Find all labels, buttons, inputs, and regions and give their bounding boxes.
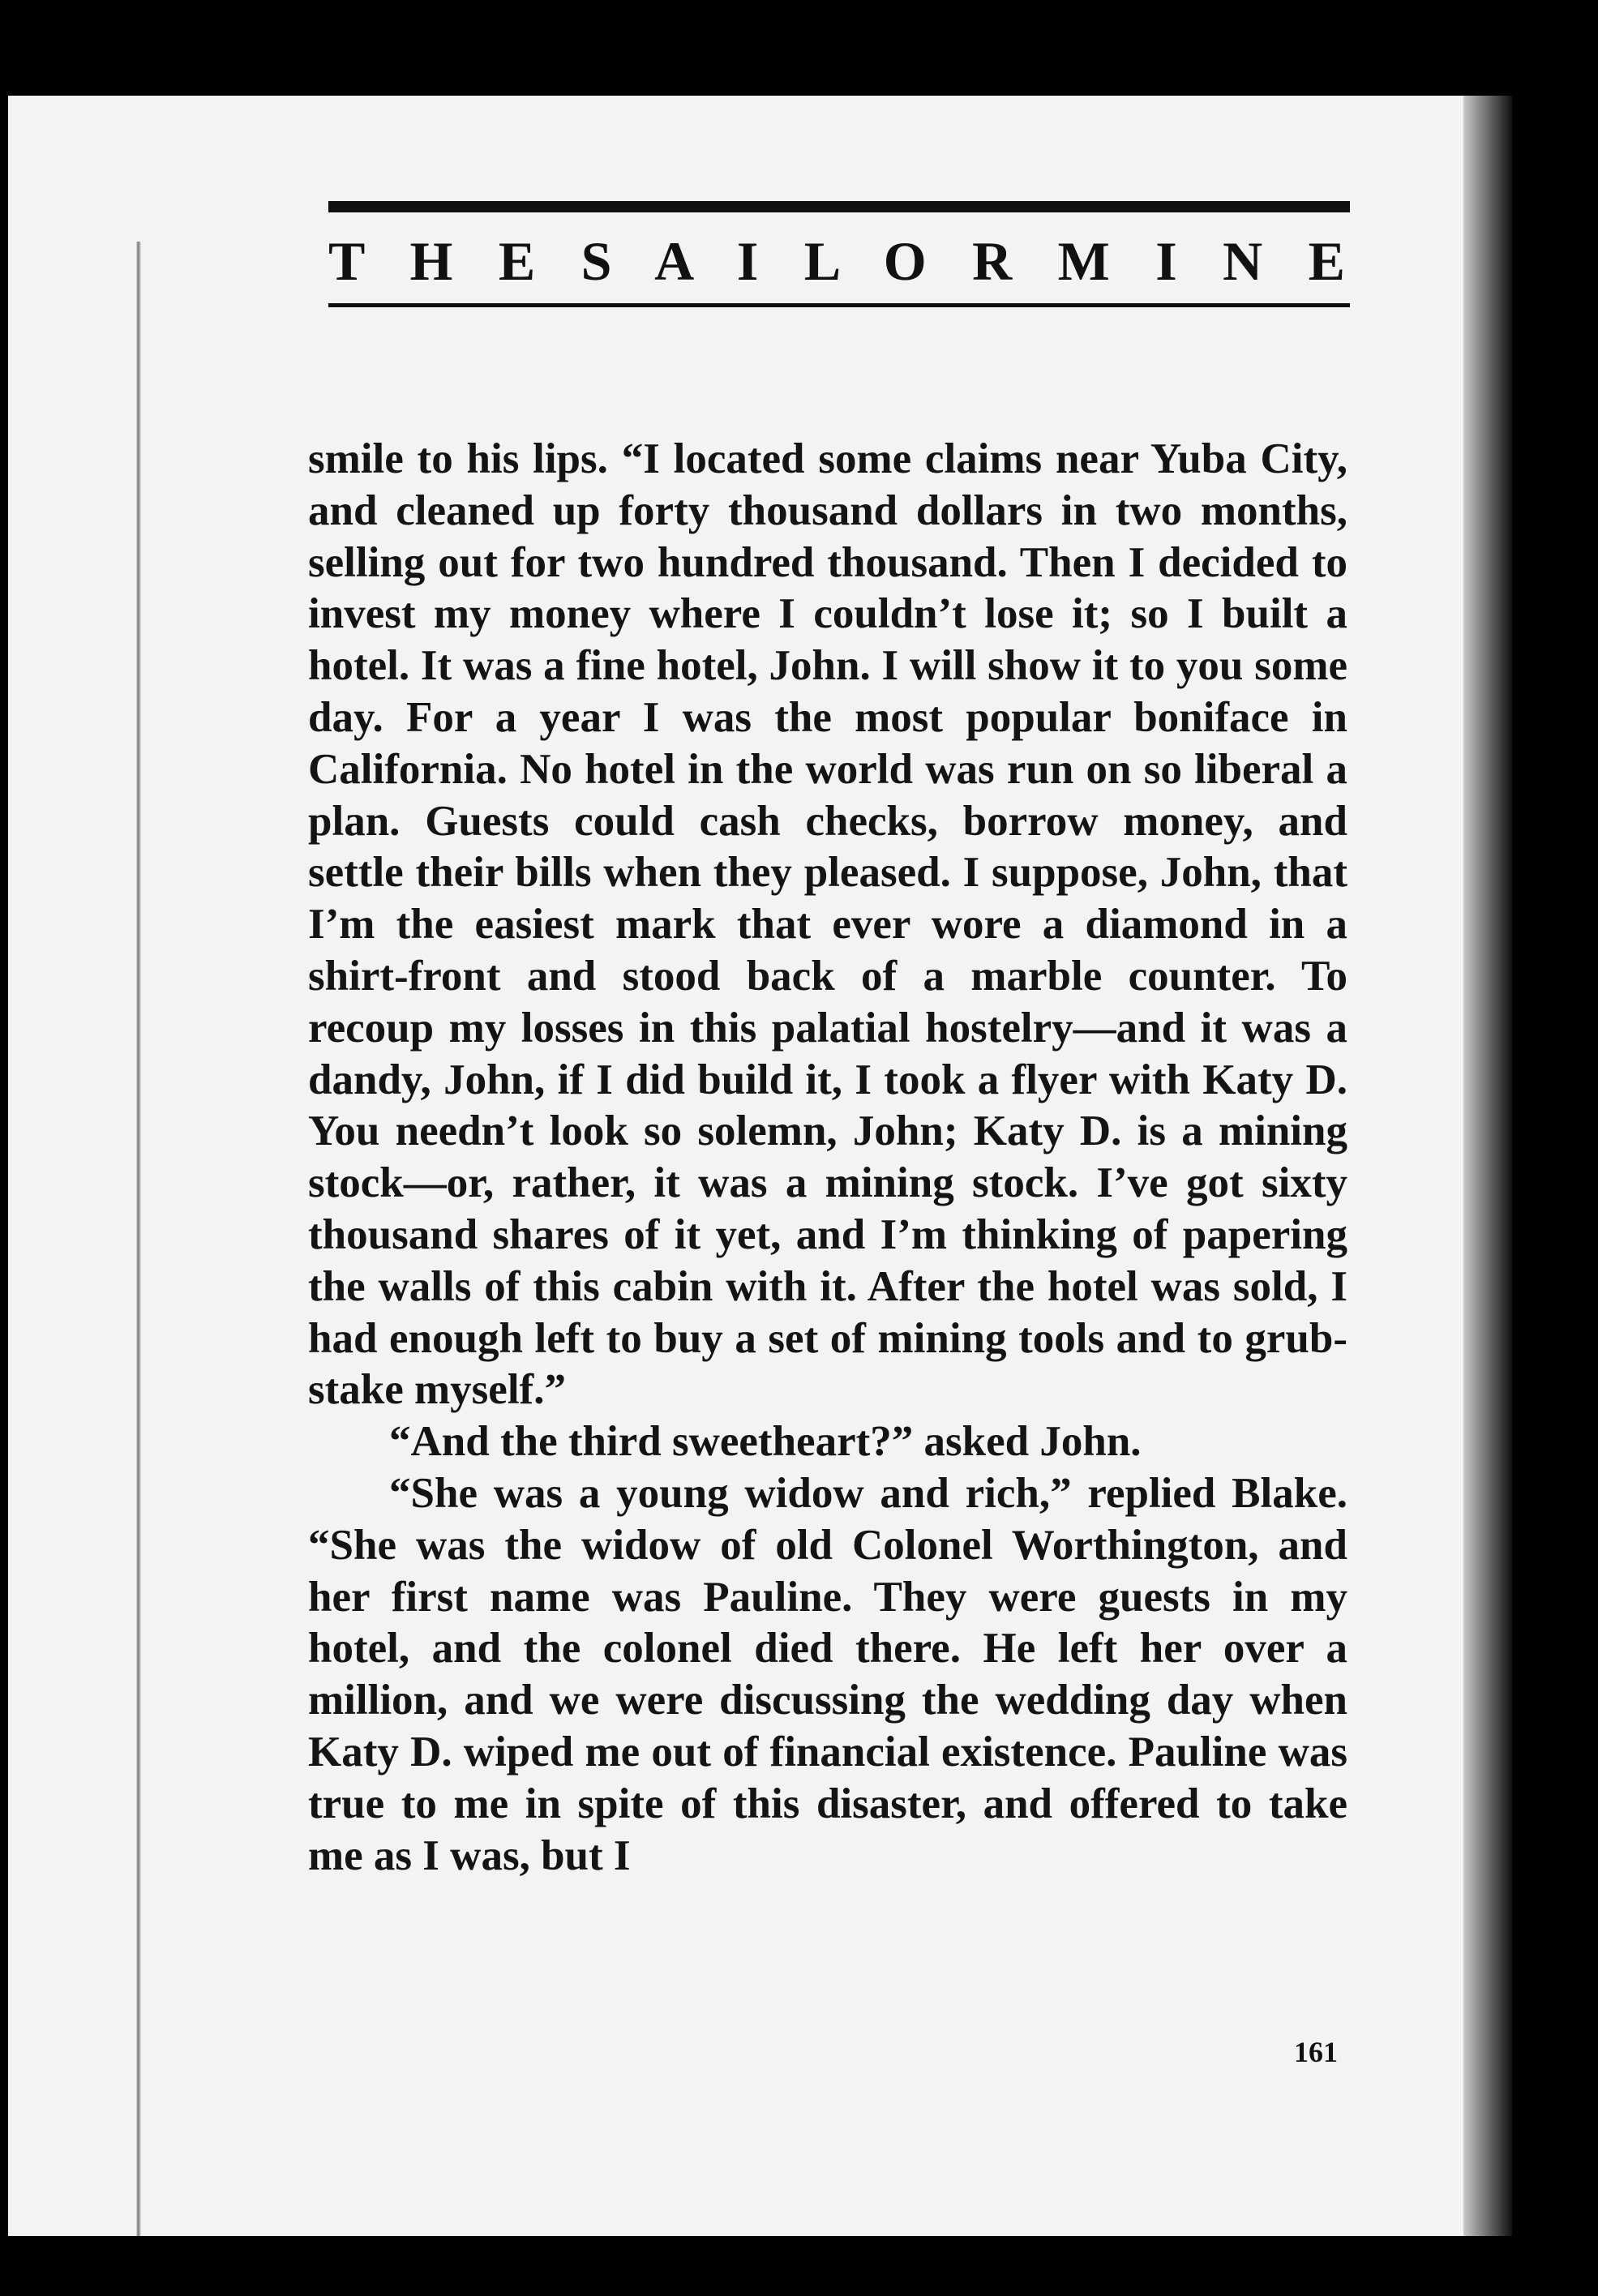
- paragraph-2: “And the third sweetheart?” asked John.: [389, 1418, 1142, 1466]
- running-header: [328, 201, 1350, 307]
- paragraph-1: smile to his lips. “I located some claims near Yuba City, and cleaned up forty thousand dollars in two months, selling out for two hundred thousand. Then I decided to invest my money where I couldn’t lose it; so I built a hotel. It was a fine hotel, John. I will show it to you some day. For a year I was the most popular boniface in California. No hotel in the world was run on so liberal a plan. Guests could cash checks, borrow money, and settle their bills when they pleased. I suppose, John, that I’m the easiest mark that ever wore a diamond in a shirt-front and stood back of a marble counter. To recoup my losses in this palatial hostelry—and it was a dandy, John, if I did build it, I took a flyer with Katy D. You needn’t look so solemn, John; Katy D. is a mining stock—or, rather, it was a mining stock. I’ve got sixty thousand shares of it yet, and I’m thinking of papering the walls of this cabin with it. After the hotel was sold, I had enough left to buy a set of mining tools and to grub-stake myself.”: [308, 435, 1347, 1414]
- header-rule-top: [328, 201, 1350, 212]
- header-rule-bottom: [328, 303, 1350, 307]
- page-number: 161: [1294, 2036, 1338, 2068]
- running-title: T H E S A I L O R M I N E: [328, 230, 1350, 292]
- page-gutter-shadow: [136, 242, 141, 2236]
- body-text: [308, 434, 1347, 1882]
- book-edge-shadow: [1463, 96, 1512, 2236]
- paragraph-3: “She was a young widow and rich,” replied Blake. “She was the widow of old Colonel Worthington, and her first name was Pauline. They were guests in my hotel, and the colonel died there. He left her over a million, and we were discussing the wedding day when Katy D. wiped me out of financial existence. Pauline was true to me in spite of this disaster, and offered to take me as I was, but I: [308, 1469, 1347, 1879]
